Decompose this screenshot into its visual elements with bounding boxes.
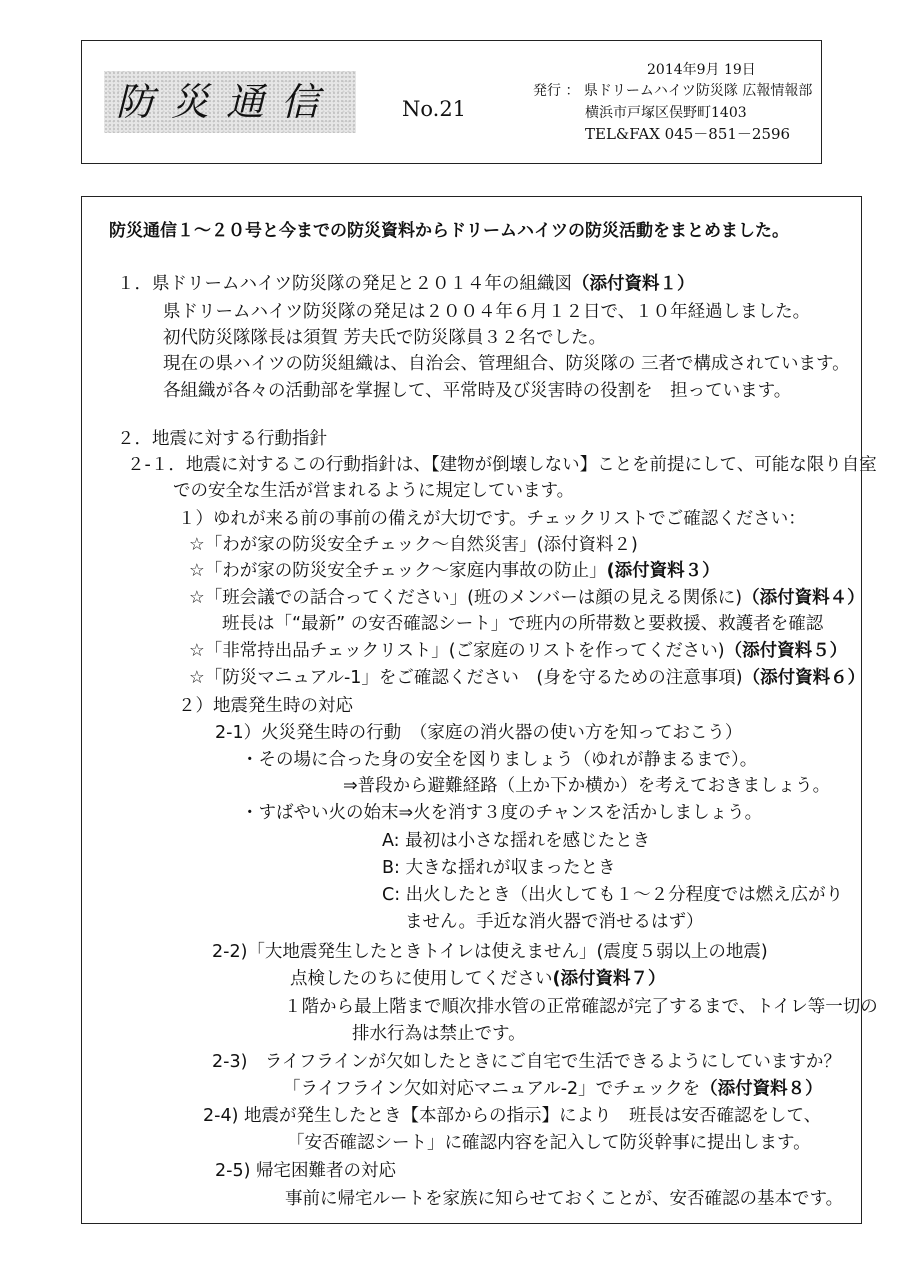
chance-item-continued: ません。手近な消火器で消せるはず）: [405, 912, 704, 932]
address: 横浜市戸塚区俣野町1403: [585, 105, 747, 121]
earthquake-response-heading: ２）地震発生時の対応: [178, 696, 353, 716]
section-1-line: 県ドリームハイツ防災隊の発足は２００４年６月１２日で、１０年経過しました。: [163, 302, 811, 322]
section-1-ref: （添付資料１）: [572, 274, 695, 294]
chance-item: A: 最初は小さな揺れを感じたとき: [382, 831, 651, 851]
checklist-item: ☆「わが家の防災安全チェック～自然災害」(添付資料２): [189, 535, 638, 555]
section-1-heading-text: １．県ドリームハイツ防災隊の発足と２０１４年の組織図: [117, 274, 572, 294]
issue-date: 2014年9月 19日: [647, 62, 756, 78]
section-1-line: 現在の県ハイツの防災組織は、自治会、管理組合、防災隊の 三者で構成されています。: [163, 354, 850, 374]
lifeline-note: [283, 1078, 823, 1100]
checklist-item: [189, 667, 865, 689]
section-2-1-line: での安全な生活が営まれるように規定しています。: [173, 481, 575, 501]
section-2-heading: ２．地震に対する行動指針: [117, 429, 327, 449]
chance-item: C: 出火したとき（出火しても１～２分程度では燃え広がり: [382, 885, 844, 905]
issue-number: No.21: [402, 97, 467, 121]
commuter-heading: 2-5) 帰宅困難者の対応: [215, 1161, 396, 1181]
section-2-1-line: ２-１．地震に対するこの行動指針は、【建物が倒壊しない】ことを前提にして、可能な限り自室: [127, 455, 877, 475]
safety-check-note: 「安否確認シート」に確認内容を記入して防災幹事に提出します。: [287, 1133, 811, 1153]
tel-fax: TEL&FAX 045－851－2596: [585, 125, 791, 143]
checklist-item-text: ☆「わが家の防災安全チェック～家庭内事故の防止」: [189, 561, 607, 581]
toilet-heading: 2-2)「大地震発生したときトイレは使えません」(震度５弱以上の地震): [212, 942, 768, 962]
fire-action-heading: 2-1）火災発生時の行動 （家庭の消火器の使い方を知っておこう）: [215, 723, 743, 743]
checklist-item-text: ☆「防災マニュアル-1」をご確認ください (身を守るための注意事項): [189, 668, 743, 688]
toilet-note-ref: (添付資料７）: [552, 969, 666, 989]
lifeline-note-text: 「ライフライン欠如対応マニュアル-2」でチェックを: [283, 1079, 701, 1099]
chance-item: B: 大きな揺れが収まったとき: [382, 858, 616, 878]
bullet-item: ・すばやい火の始末⇒火を消す３度のチャンスを活かしましょう。: [241, 803, 763, 823]
checklist-item-text: ☆「非常持出品チェックリスト」(ご家庭のリストを作ってください): [189, 641, 725, 661]
bullet-item: ・その場に合った身の安全を図りましょう（ゆれが静まるまで）。: [241, 750, 758, 770]
preparation-heading: １）ゆれが来る前の事前の備えが大切です。チェックリストでご確認ください：: [178, 509, 806, 529]
newsletter-title: 防災通信: [116, 80, 337, 124]
checklist-item-ref: （添付資料４）: [742, 588, 865, 608]
commuter-note: 事前に帰宅ルートを家族に知らせておくことが、安否確認の基本です。: [285, 1189, 844, 1209]
checklist-item: [189, 640, 847, 662]
checklist-item-text: ☆「班会議での話合ってください」(班のメンバーは顔の見える関係に): [189, 588, 743, 608]
checklist-item: [189, 587, 865, 609]
checklist-item-ref: (添付資料３）: [606, 561, 720, 581]
headline: 防災通信１～２０号と今までの防災資料からドリームハイツの防災活動をまとめました。: [109, 221, 789, 241]
lifeline-note-ref: （添付資料８）: [700, 1079, 823, 1099]
section-1-heading: [117, 273, 695, 295]
checklist-item-ref: （添付資料６）: [742, 668, 866, 688]
toilet-detail: １階から最上階まで順次排水管の正常確認が完了するまで、トイレ等一切の: [284, 997, 878, 1017]
toilet-detail: 排水行為は禁止です。: [352, 1024, 526, 1044]
toilet-note: [290, 968, 666, 990]
checklist-item-ref: （添付資料５）: [724, 641, 848, 661]
checklist-item: [189, 560, 720, 582]
bullet-subitem: ⇒普段から避難経路（上か下か横か）を考えておきましょう。: [343, 776, 831, 796]
publisher: 発行 ： 県ドリームハイツ防災隊 広報情報部: [533, 83, 813, 99]
section-1-line: 各組織が各々の活動部を掌握して、平常時及び災害時の役割を 担っています。: [163, 381, 792, 401]
safety-check-heading: 2-4) 地震が発生したとき【本部からの指示】により 班長は安否確認をして、: [203, 1106, 822, 1126]
checklist-subnote: 班長は「“最新” の安否確認シート」で班内の所帯数と要救援、救護者を確認: [222, 614, 824, 634]
toilet-note-text: 点検したのちに使用してください: [290, 969, 553, 989]
lifeline-heading: 2-3) ライフラインが欠如したときにご自宅で生活できるようにしていますか？: [212, 1052, 841, 1072]
section-1-line: 初代防災隊隊長は須賀 芳夫氏で防災隊員３２名でした。: [163, 328, 607, 348]
